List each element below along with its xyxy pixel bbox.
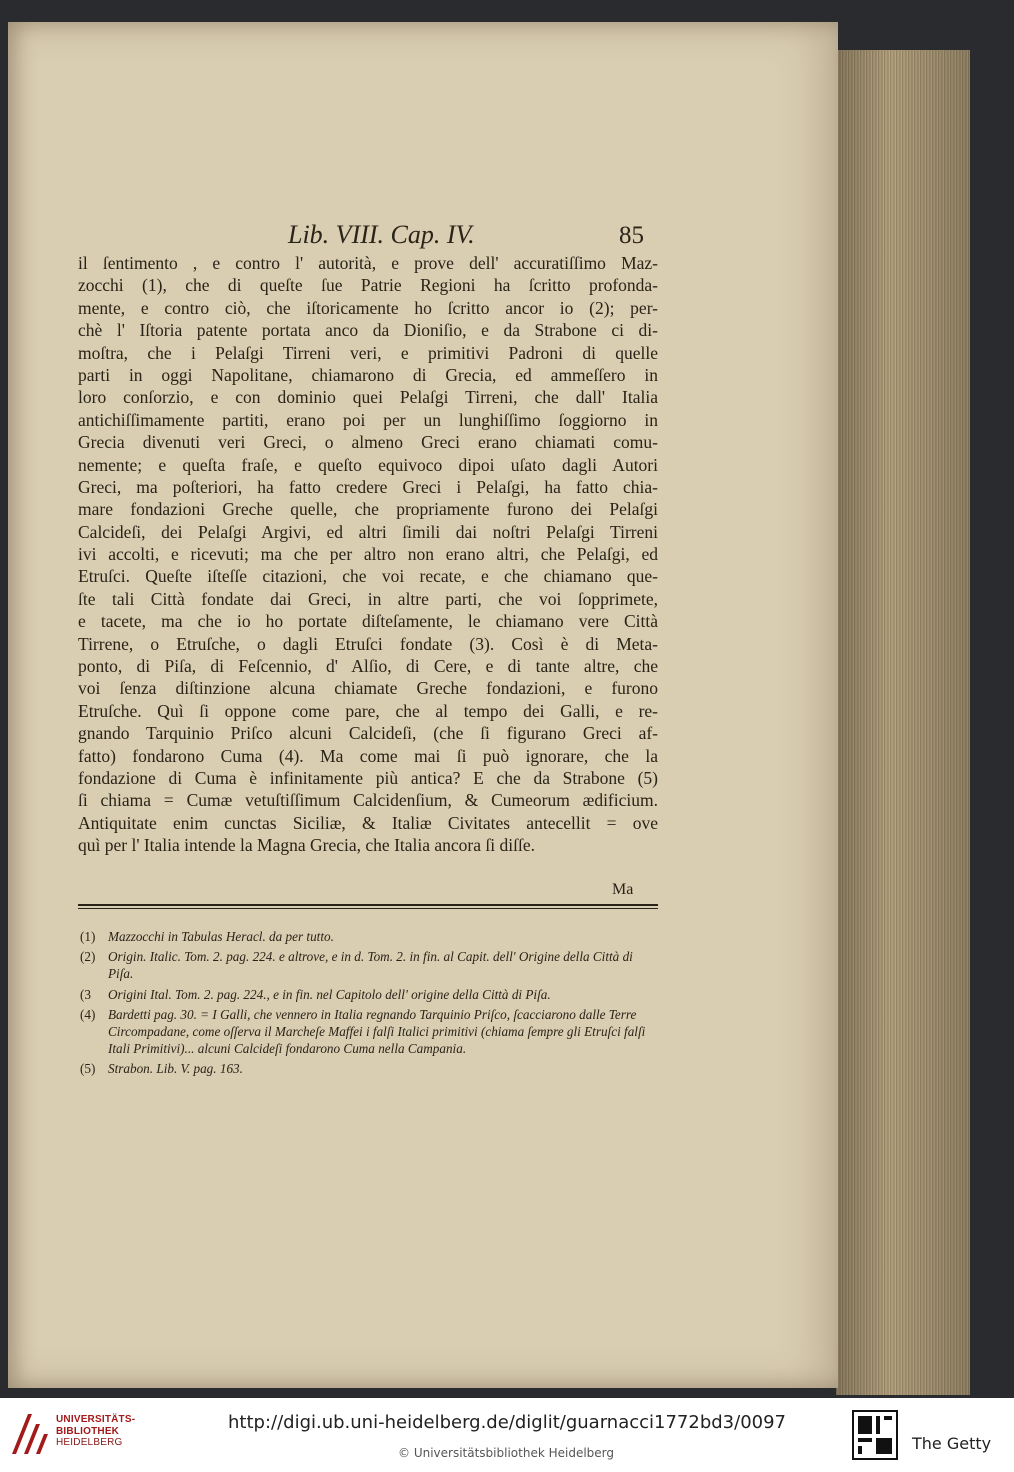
text-line: mare fondazioni Greche quelle, che propriamente furono dei Pelaſgi — [78, 499, 658, 520]
text-line: loro conſorzio, e con dominio quei Pelaſgi Tirreni, che dall' Italia — [78, 387, 658, 408]
text-line: Etruſci. Queſte iſteſſe citazioni, che voi recate, e che chiamano que- — [78, 566, 658, 587]
text-line: antichiſſimamente partiti, erano poi per un lunghiſſimo ſoggiorno in — [78, 409, 658, 430]
getty-label: The Getty — [912, 1434, 992, 1453]
text-line: ſi chiama = Cumæ vetuſtiſſimum Calcidenſium, & Cumeorum ædificium. — [78, 790, 658, 811]
running-head: Lib. VIII. Cap. IV. — [288, 220, 475, 249]
footnote — [80, 928, 660, 945]
footnote — [80, 1060, 660, 1077]
text-line: il ſentimento , e contro l' autorità, e prove dell' accuratiſſimo Maz- — [78, 253, 658, 273]
text-line: quì per l' Italia intende la Magna Grecia, che Italia ancora ſi diſſe. — [78, 835, 535, 856]
text-line: Calcideſi, dei Pelaſgi Argivi, ed altri ſimili dai noſtri Pelaſgi Tirreni — [78, 521, 658, 542]
text-line: Antiquitate enim cunctas Siciliæ, & Italiæ Civitates antecellit = ove — [78, 812, 658, 833]
text-line: fatto) fondarono Cuma (4). Ma come mai ſi può ignorare, che la — [78, 745, 658, 766]
text-line: e tacete, ma che io ho portate diſteſamente, le chiamano vere Città — [78, 611, 658, 632]
footnote-text: Strabon. Lib. V. pag. 163. — [108, 1061, 243, 1077]
library-name-line2: BIBLIOTHEK — [56, 1425, 120, 1437]
footnote-rule-thin — [78, 908, 658, 909]
copyright-text: © Universitätsbibliothek Heidelberg — [398, 1446, 615, 1460]
page-number: 85 — [619, 222, 644, 249]
book-page-edges — [836, 50, 970, 1395]
main-text — [78, 252, 658, 857]
footnote — [80, 1006, 660, 1058]
text-line: voi ſenza diſtinzione alcuna chiamate Greche fondazioni, e furono — [78, 678, 658, 699]
text-line: ivi accolti, e ricevuti; ma che per altro non erano altri, che Pelaſgi, ed — [78, 544, 658, 565]
text-line: Tirrene, o Etruſche, o dagli Etruſci fondate (3). Così è di Meta- — [78, 633, 658, 654]
text-line: chè l' Iſtoria patente portata anco da Dioniſio, e da Strabone ci di- — [78, 320, 658, 341]
text-line: zocchi (1), che di queſte ſue Patrie Regioni ha ſcritto profonda- — [78, 275, 658, 296]
footnote-text: Mazzocchi in Tabulas Heracl. da per tutto. — [108, 929, 334, 944]
university-library-logo-icon[interactable] — [10, 1410, 52, 1456]
footnote — [80, 986, 660, 1003]
text-line: Greci, ma poſteriori, ha fatto credere Greci i Pelaſgi, ha fatto chia- — [78, 476, 658, 497]
catchword: Ma — [612, 881, 634, 898]
text-line: gnando Tarquinio Priſco alcuni Calcideſi, (che ſi figurano Greci af- — [78, 723, 658, 744]
footnote-number: (2) — [80, 949, 96, 965]
getty-logo-icon[interactable] — [852, 1410, 898, 1460]
text-line: ſte tali Città fondate dai Greci, in altre parti, che voi ſopprimete, — [78, 588, 658, 609]
footnote-number: (1) — [80, 929, 96, 944]
text-line: Grecia divenuti veri Greci, o almeno Greci erano chiamati comu- — [78, 432, 658, 453]
footnote-text: Origin. Italic. Tom. 2. pag. 224. e altrove, e in d. Tom. 2. in fin. al Capit. dell' Origine della Città di Piſa. — [108, 949, 633, 982]
text-line: parti in oggi Napolitane, chiamarono di Grecia, ed ammeſſero in — [78, 364, 658, 385]
text-line: Etruſche. Quì ſi oppone come pare, che al tempo dei Galli, e re- — [78, 700, 658, 721]
text-line: nemente; e queſta fraſe, e queſto equivoco dipoi uſato dagli Autori — [78, 454, 658, 475]
viewer-footer — [0, 1398, 1014, 1472]
footnotes — [80, 928, 660, 1081]
library-name-line3: HEIDELBERG — [56, 1437, 123, 1448]
text-line: ponto, di Piſa, di Feſcennio, d' Alſio, di Cere, e di tante altre, che — [78, 656, 658, 677]
footnote-text: Bardetti pag. 30. = I Galli, che vennero in Italia regnando Tarquinio Priſco, ſcacciarono dalle Terre Circompadane, come oſſerva il Marcheſe Maffei i falſi Italici primitivi (chiama ſempre gli Etruſci falſi Itali Primitivi)... alcuni Calcideſi fondarono Cuma nella Campania. — [108, 1006, 646, 1057]
footnote — [80, 948, 660, 982]
library-name-line1: UNIVERSITÄTS- — [56, 1414, 136, 1425]
permalink-url[interactable]: http://digi.ub.uni-heidelberg.de/diglit/guarnacci1772bd3/0097 — [228, 1412, 787, 1433]
university-library-name — [56, 1414, 135, 1449]
footnote-number: (3 — [80, 986, 91, 1002]
text-line: moſtra, che i Pelaſgi Tirreni veri, e primitivi Padroni di quelle — [78, 342, 658, 363]
text-line: fondazione di Cuma è infinitamente più antica? E che da Strabone (5) — [78, 767, 658, 788]
page-header — [78, 220, 658, 256]
footnote-number: (5) — [80, 1061, 96, 1077]
footnote-text: Origini Ital. Tom. 2. pag. 224., e in fin. nel Capitolo dell' origine della Città di Piſa. — [108, 986, 551, 1002]
footnote-rule — [78, 904, 658, 906]
footnote-number: (4) — [80, 1006, 96, 1022]
text-line: mente, e contro ciò, che iſtoricamente ho ſcritto ancor io (2); per- — [78, 297, 658, 318]
